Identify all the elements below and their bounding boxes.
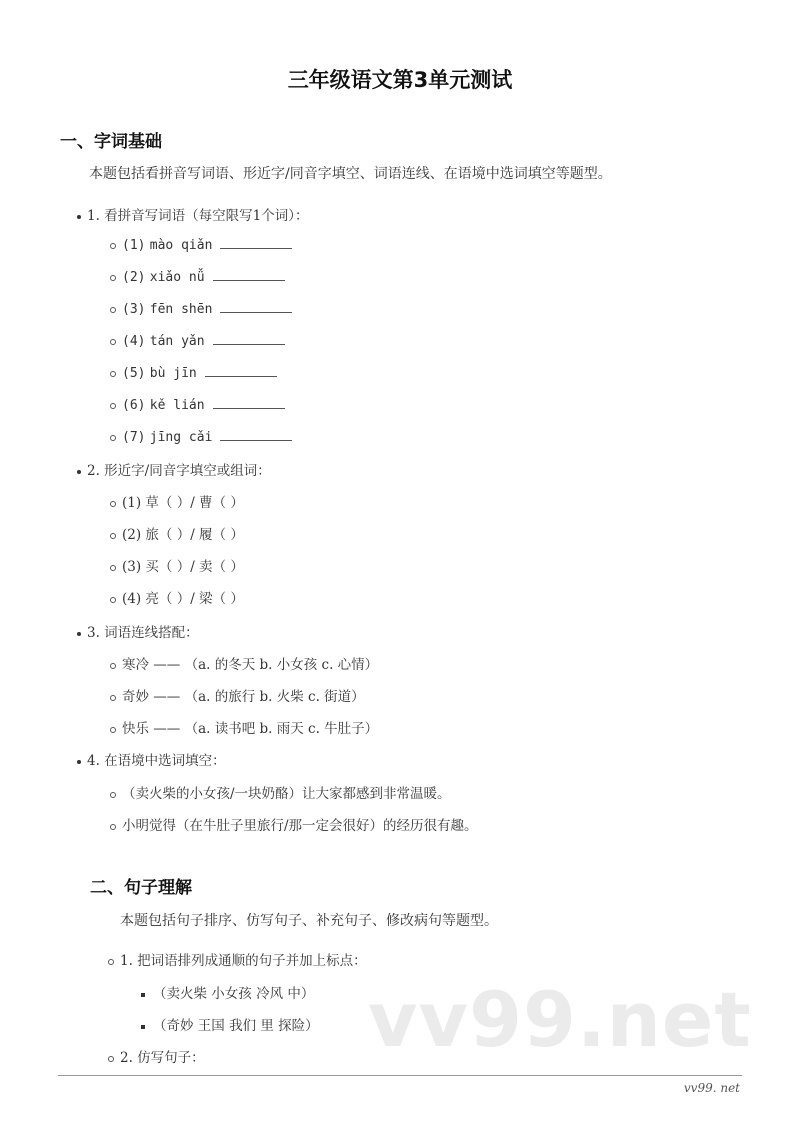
item-number: (2) bbox=[122, 270, 146, 285]
list-item bbox=[110, 491, 244, 511]
item-text: (3) 买（ ）/ 卖（ ） bbox=[122, 559, 244, 575]
list-item bbox=[110, 555, 244, 575]
question-label: 1. 把词语排列成通顺的句子并加上标点： bbox=[120, 953, 367, 969]
list-item bbox=[110, 428, 292, 445]
pinyin: tán yǎn bbox=[149, 334, 205, 349]
list-item bbox=[110, 364, 277, 381]
bullet-circle-icon bbox=[108, 1056, 114, 1062]
bullet-circle-icon bbox=[110, 792, 116, 798]
item-text: （卖火柴 小女孩 冷风 中） bbox=[153, 986, 315, 1002]
section-intro-2: 本题包括句子排序、仿写句子、补充句子、修改病句等题型。 bbox=[120, 913, 498, 929]
list-item bbox=[110, 300, 292, 317]
bullet-circle-icon bbox=[110, 435, 116, 441]
question-3 bbox=[77, 621, 199, 641]
answer-blank[interactable] bbox=[220, 236, 292, 249]
watermark: vv99.net bbox=[368, 975, 752, 1064]
pinyin: bù jīn bbox=[149, 366, 197, 381]
bullet-circle-icon bbox=[110, 403, 116, 409]
bullet-circle-icon bbox=[110, 501, 116, 507]
item-text: (2) 旅（ ）/ 履（ ） bbox=[122, 527, 244, 543]
item-number: (3) bbox=[122, 302, 146, 317]
pinyin: xiǎo nǚ bbox=[149, 270, 205, 285]
list-item bbox=[110, 814, 478, 834]
item-number: (1) bbox=[122, 238, 146, 253]
list-item bbox=[110, 332, 285, 349]
question-2-1 bbox=[108, 949, 367, 969]
answer-blank[interactable] bbox=[220, 300, 292, 313]
bullet-circle-icon bbox=[110, 565, 116, 571]
bullet-circle-icon bbox=[110, 243, 116, 249]
bullet-circle-icon bbox=[110, 371, 116, 377]
item-number: (4) bbox=[122, 334, 146, 349]
list-item bbox=[141, 982, 314, 1002]
footer-divider bbox=[58, 1075, 742, 1076]
item-text: 寒冷 —— （a. 的冬天 b. 小女孩 c. 心情） bbox=[122, 657, 379, 673]
bullet-square-icon bbox=[141, 993, 145, 997]
question-label: 4. 在语境中选词填空： bbox=[87, 753, 226, 769]
bullet-circle-icon bbox=[110, 307, 116, 313]
answer-blank[interactable] bbox=[213, 268, 285, 281]
item-text: (1) 草（ ）/ 曹（ ） bbox=[122, 495, 244, 511]
list-item bbox=[110, 587, 244, 607]
item-text: 快乐 —— （a. 读书吧 b. 雨天 c. 牛肚子） bbox=[122, 721, 379, 737]
bullet-circle-icon bbox=[110, 824, 116, 830]
answer-blank[interactable] bbox=[213, 332, 285, 345]
list-item bbox=[110, 782, 451, 802]
bullet-circle-icon bbox=[110, 695, 116, 701]
question-label: 2. 仿写句子： bbox=[120, 1050, 205, 1066]
question-label: 3. 词语连线搭配： bbox=[87, 625, 199, 641]
footer-text: vv99. net bbox=[683, 1081, 740, 1095]
bullet-circle-icon bbox=[110, 275, 116, 281]
list-item bbox=[110, 717, 378, 737]
section-heading-2: 二、句子理解 bbox=[90, 878, 192, 898]
item-number: (7) bbox=[122, 430, 146, 445]
bullet-circle-icon bbox=[110, 663, 116, 669]
answer-blank[interactable] bbox=[213, 396, 285, 409]
bullet-disc-icon bbox=[77, 470, 81, 474]
item-text: 小明觉得（在牛肚子里旅行/那一定会很好）的经历很有趣。 bbox=[122, 818, 478, 834]
list-item bbox=[110, 523, 244, 543]
list-item bbox=[141, 1014, 319, 1034]
page-title: 三年级语文第3单元测试 bbox=[287, 68, 513, 92]
bullet-square-icon bbox=[141, 1025, 145, 1029]
pinyin: fēn shēn bbox=[149, 302, 213, 317]
pinyin: kě lián bbox=[149, 398, 205, 413]
item-number: (5) bbox=[122, 366, 146, 381]
item-text: 奇妙 —— （a. 的旅行 b. 火柴 c. 街道） bbox=[122, 689, 365, 705]
question-4 bbox=[77, 749, 226, 769]
bullet-circle-icon bbox=[110, 533, 116, 539]
section-intro-1: 本题包括看拼音写词语、形近字/同音字填空、词语连线、在语境中选词填空等题型。 bbox=[89, 166, 612, 182]
list-item bbox=[110, 396, 285, 413]
bullet-circle-icon bbox=[110, 339, 116, 345]
bullet-disc-icon bbox=[77, 632, 81, 636]
item-text: （奇妙 王国 我们 里 探险） bbox=[153, 1018, 319, 1034]
item-number: (6) bbox=[122, 398, 146, 413]
question-label: 2. 形近字/同音字填空或组词： bbox=[87, 463, 271, 479]
bullet-circle-icon bbox=[110, 727, 116, 733]
list-item bbox=[110, 685, 365, 705]
item-text: (4) 亮（ ）/ 梁（ ） bbox=[122, 591, 244, 607]
bullet-circle-icon bbox=[108, 959, 114, 965]
bullet-disc-icon bbox=[77, 760, 81, 764]
pinyin: jīng cǎi bbox=[149, 430, 213, 445]
bullet-disc-icon bbox=[77, 215, 81, 219]
section-heading-1: 一、字词基础 bbox=[60, 132, 162, 152]
list-item bbox=[110, 236, 292, 253]
question-2-2 bbox=[108, 1046, 205, 1066]
question-2 bbox=[77, 459, 271, 479]
question-label: 1. 看拼音写词语（每空限写1个词）： bbox=[87, 208, 309, 224]
pinyin: mào qiǎn bbox=[149, 238, 213, 253]
answer-blank[interactable] bbox=[220, 428, 292, 441]
list-item bbox=[110, 268, 285, 285]
question-1 bbox=[77, 204, 309, 224]
bullet-circle-icon bbox=[110, 597, 116, 603]
answer-blank[interactable] bbox=[205, 364, 277, 377]
item-text: （卖火柴的小女孩/一块奶酪）让大家都感到非常温暖。 bbox=[122, 786, 451, 802]
list-item bbox=[110, 653, 378, 673]
